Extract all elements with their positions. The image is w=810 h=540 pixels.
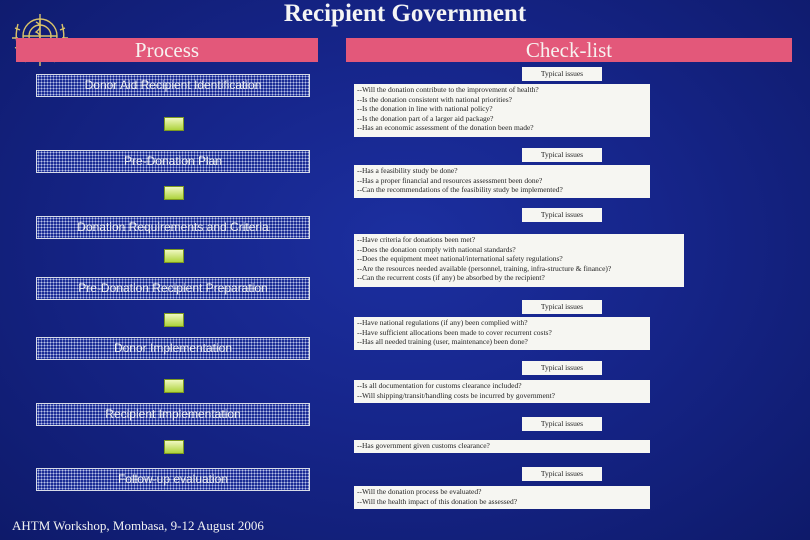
checklist-line: --Will the donation contribute to the improvement of health? [357, 85, 539, 94]
process-step-donor-implementation: Donor Implementation [36, 337, 310, 360]
checklist-line: --Has a proper financial and resources assessment been done? [357, 175, 543, 185]
checklist-line: --Have criteria for donations been met? [357, 235, 476, 244]
checklist-line: --Has a feasibility study be done? [357, 166, 458, 175]
process-step-follow-up: Follow-up evaluation [36, 468, 310, 491]
issues-tag: Typical issues [522, 67, 602, 81]
process-step-pre-donation-plan: Pre-Donation Plan [36, 150, 310, 173]
checklist-line: --Are the resources needed available (personnel, training, infra-structure & finance)? [357, 263, 612, 273]
footer-text: AHTM Workshop, Mombasa, 9-12 August 2006 [12, 518, 264, 533]
issues-tag: Typical issues [522, 417, 602, 431]
checklist-line: --Has government given customs clearance? [357, 441, 490, 450]
checklist-box [354, 165, 650, 198]
down-arrow-icon [164, 379, 184, 393]
checklist-line: --Have sufficient allocations been made to cover recurrent costs? [357, 327, 552, 337]
down-arrow-icon [164, 313, 184, 327]
checklist-line: --Has all needed training (user, maintenance) been done? [357, 337, 528, 346]
down-arrow-icon [164, 440, 184, 454]
checklist-line: --Have national regulations (if any) been complied with? [357, 318, 528, 327]
checklist-line: --Is all documentation for customs clearance included? [357, 381, 522, 390]
checklist-line: --Can the recurrent costs (if any) be absorbed by the recipient? [357, 273, 545, 282]
page-title: Recipient Government [283, 0, 527, 27]
checklist-line: --Will shipping/transit/handling costs be incurred by government? [357, 390, 555, 400]
checklist-line: --Does the equipment meet national/international safety regulations? [357, 254, 563, 263]
checklist-box [354, 317, 650, 350]
checklist-box [354, 486, 650, 509]
process-step-identification: Donor Aid Recipient Identification [36, 74, 310, 97]
process-header: Process [16, 38, 318, 62]
down-arrow-icon [164, 249, 184, 263]
checklist-line: --Does the donation comply with national standards? [357, 244, 516, 254]
checklist-line: --Has an economic assessment of the donation been made? [357, 123, 534, 132]
checklist-box [354, 380, 650, 403]
issues-tag: Typical issues [522, 467, 602, 481]
checklist-line: --Will the health impact of this donation be assessed? [357, 496, 518, 506]
checklist-line: --Can the recommendations of the feasibility study be implemented? [357, 185, 563, 194]
checklist-line: --Is the donation consistent with national priorities? [357, 94, 512, 104]
issues-tag: Typical issues [522, 361, 602, 375]
checklist-box [354, 440, 650, 453]
down-arrow-icon [164, 186, 184, 200]
issues-tag: Typical issues [522, 148, 602, 162]
process-step-requirements: Donation Requirements and Criteria [36, 216, 310, 239]
checklist-line: --Is the donation part of a larger aid package? [357, 113, 494, 123]
process-step-recipient-implementation: Recipient Implementation [36, 403, 310, 426]
checklist-header: Check-list [346, 38, 792, 62]
checklist-line: --Will the donation process be evaluated? [357, 487, 482, 496]
checklist-line: --Is the donation in line with national policy? [357, 104, 493, 113]
issues-tag: Typical issues [522, 300, 602, 314]
checklist-box [354, 84, 650, 137]
issues-tag: Typical issues [522, 208, 602, 222]
process-step-recipient-preparation: Pre-Donation Recipient Preparation [36, 277, 310, 300]
checklist-box [354, 234, 684, 287]
down-arrow-icon [164, 117, 184, 131]
